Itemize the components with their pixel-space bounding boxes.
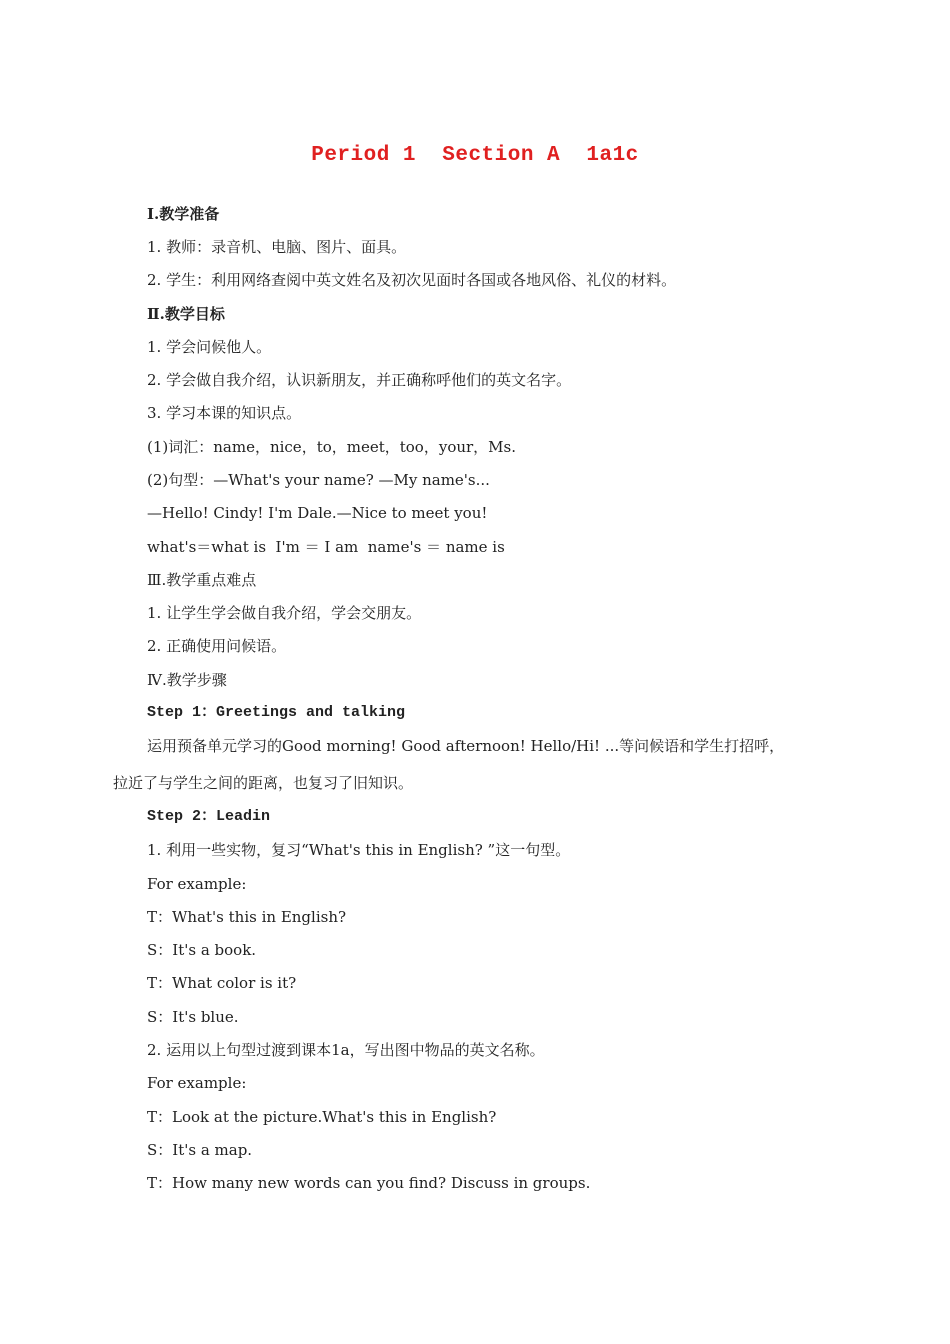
step-heading-1: Step 1：Greetings and talking (147, 704, 406, 721)
dialogue-line: S：It's a map. (147, 1141, 253, 1159)
paragraph-line: 拉近了与学生之间的距离，也复习了旧知识。 (113, 774, 414, 792)
paragraph-line: 2. 学生：利用网络查阅中英文姓名及初次见面时各国或各地风俗、礼仪的材料。 (147, 271, 677, 289)
dialogue-line: T：What color is it? (147, 974, 297, 992)
paragraph-line: 3. 学习本课的知识点。 (147, 404, 302, 422)
section-heading-2: Ⅱ.教学目标 (147, 305, 225, 323)
paragraph-line: what's＝what is I'm ＝ I am name's ＝ name is (147, 538, 505, 556)
paragraph-line: 1. 让学生学会做自我介绍，学会交朋友。 (147, 604, 422, 622)
section-heading-1: Ⅰ.教学准备 (147, 205, 220, 223)
step-heading-2: Step 2：Leadin (147, 808, 271, 825)
paragraph-line: (1)词汇：name，nice，to，meet，too，your，Ms. (147, 438, 517, 456)
paragraph-line: 2. 运用以上句型过渡到课本1a，写出图中物品的英文名称。 (147, 1041, 545, 1059)
paragraph-line: 1. 利用一些实物，复习“What's this in English? ”这一句型。 (147, 841, 571, 859)
paragraph-line: 2. 学会做自我介绍，认识新朋友，并正确称呼他们的英文名字。 (147, 371, 572, 389)
dialogue-line: T：How many new words can you find? Discuss in groups. (147, 1174, 591, 1192)
dialogue-line: T：Look at the picture.What's this in English? (147, 1108, 497, 1126)
paragraph-line: (2)句型：—What's your name? —My name's... (147, 471, 490, 489)
section-heading-3: Ⅲ.教学重点难点 (147, 571, 257, 589)
paragraph-line: —Hello! Cindy! I'm Dale.—Nice to meet you! (147, 504, 488, 522)
paragraph-line: 1. 学会问候他人。 (147, 338, 272, 356)
dialogue-line: T：What's this in English? (147, 908, 347, 926)
paragraph-line: 2. 正确使用问候语。 (147, 637, 287, 655)
paragraph-line: For example: (147, 875, 247, 893)
dialogue-line: S：It's a book. (147, 941, 257, 959)
section-heading-4: Ⅳ.教学步骤 (147, 671, 227, 689)
paragraph-line: For example: (147, 1074, 247, 1092)
document-title: Period 1 Section A 1a1c (311, 144, 639, 167)
dialogue-line: S：It's blue. (147, 1008, 239, 1026)
paragraph-line: 运用预备单元学习的Good morning! Good afternoon! Hello/Hi! ...等问候语和学生打招呼， (147, 737, 785, 755)
paragraph-line: 1. 教师：录音机、电脑、图片、面具。 (147, 238, 407, 256)
